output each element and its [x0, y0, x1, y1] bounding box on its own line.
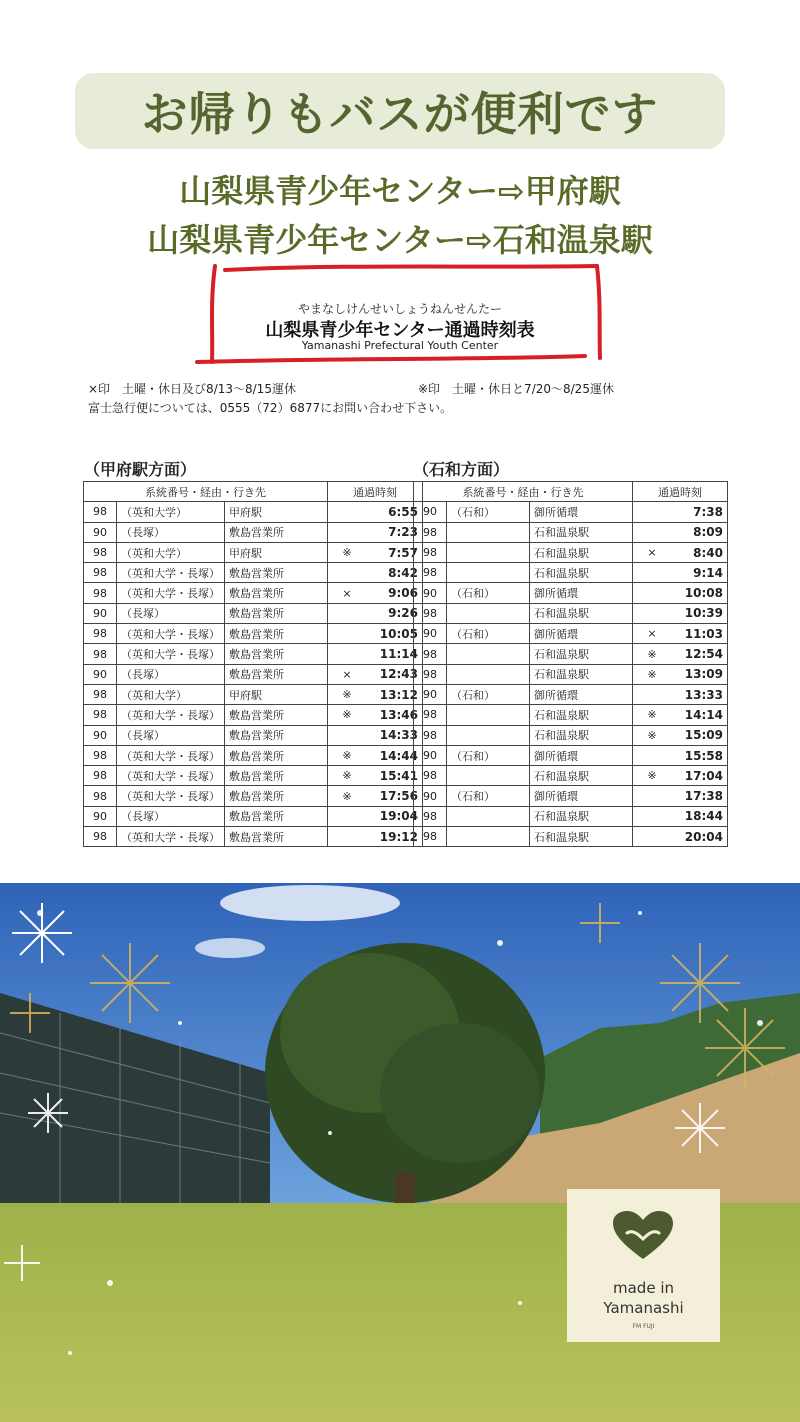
service-mark: ※	[328, 705, 367, 725]
departure-time: 10:39	[671, 603, 728, 623]
route-via	[447, 522, 530, 542]
route-via: （長塚）	[117, 603, 225, 623]
departure-time: 15:58	[671, 745, 728, 765]
title-kana: やまなしけんせいしょうねんせんたー	[297, 302, 502, 316]
table-row	[414, 684, 728, 704]
route-line-isawa: 山梨県青少年センター⇨石和温泉駅	[147, 221, 653, 259]
service-mark	[328, 725, 367, 745]
route-destination: 御所循環	[530, 583, 633, 603]
table-row	[414, 806, 728, 826]
route-via	[447, 725, 530, 745]
table-row	[414, 725, 728, 745]
route-via: （石和）	[447, 502, 530, 522]
route-via	[447, 806, 530, 826]
route-number: 90	[84, 806, 117, 826]
route-via: （英和大学・長塚）	[117, 766, 225, 786]
route-number: 90	[414, 745, 447, 765]
service-mark: ※	[633, 664, 672, 684]
route-number: 90	[414, 502, 447, 522]
table-row	[414, 644, 728, 664]
service-mark	[328, 624, 367, 644]
service-mark	[633, 522, 672, 542]
isawa-timetable	[413, 481, 728, 847]
note-kome-mark: ※印 土曜・休日と7/20～8/25運休	[418, 382, 614, 396]
table-row	[84, 583, 423, 603]
departure-time: 17:04	[671, 766, 728, 786]
service-mark: ※	[633, 725, 672, 745]
route-destination: 敷島営業所	[225, 806, 328, 826]
route-destination: 敷島営業所	[225, 827, 328, 847]
departure-time: 13:09	[671, 664, 728, 684]
route-number: 98	[414, 827, 447, 847]
table-row	[414, 664, 728, 684]
route-via: （英和大学）	[117, 502, 225, 522]
service-mark	[328, 502, 367, 522]
table-row	[414, 745, 728, 765]
table-row	[84, 624, 423, 644]
table-row	[84, 502, 423, 522]
route-number: 98	[414, 603, 447, 623]
route-number: 90	[414, 583, 447, 603]
service-mark: ※	[328, 766, 367, 786]
service-mark	[328, 603, 367, 623]
route-via: （英和大学・長塚）	[117, 644, 225, 664]
departure-time: 14:33	[366, 725, 423, 745]
route-destination: 敷島営業所	[225, 522, 328, 542]
table-row	[414, 502, 728, 522]
departure-time: 8:09	[671, 522, 728, 542]
departure-time: 12:54	[671, 644, 728, 664]
route-destination: 石和温泉駅	[530, 542, 633, 562]
route-destination: 石和温泉駅	[530, 644, 633, 664]
route-number: 90	[414, 624, 447, 644]
table-row	[84, 542, 423, 562]
route-via	[447, 705, 530, 725]
departure-time: 9:14	[671, 563, 728, 583]
service-mark: ※	[328, 745, 367, 765]
service-mark	[328, 644, 367, 664]
kofu-timetable	[83, 481, 423, 847]
table-row	[84, 725, 423, 745]
service-mark	[633, 786, 672, 806]
departure-time: 7:23	[366, 522, 423, 542]
route-destination: 石和温泉駅	[530, 603, 633, 623]
logo-line-fm-fuji: FM FUJI	[632, 1323, 655, 1330]
table-row	[84, 563, 423, 583]
route-via: （石和）	[447, 745, 530, 765]
made-in-yamanashi-logo	[567, 1189, 720, 1342]
kofu-heading: （甲府駅方面）	[84, 460, 197, 479]
route-via: （英和大学・長塚）	[117, 624, 225, 644]
service-mark	[633, 502, 672, 522]
service-mark	[328, 827, 367, 847]
route-destination: 石和温泉駅	[530, 563, 633, 583]
departure-time: 19:12	[366, 827, 423, 847]
route-destination: 甲府駅	[225, 502, 328, 522]
departure-time: 13:46	[366, 705, 423, 725]
route-destination: 御所循環	[530, 502, 633, 522]
table-row	[414, 705, 728, 725]
route-via: （長塚）	[117, 806, 225, 826]
departure-time: 11:14	[366, 644, 423, 664]
table-row	[84, 745, 423, 765]
table-row	[414, 522, 728, 542]
departure-time: 12:43	[366, 664, 423, 684]
route-destination: 御所循環	[530, 745, 633, 765]
table-row	[414, 563, 728, 583]
route-number: 90	[414, 684, 447, 704]
route-via: （英和大学）	[117, 684, 225, 704]
route-number: 90	[84, 603, 117, 623]
route-destination: 敷島営業所	[225, 583, 328, 603]
route-destination: 甲府駅	[225, 542, 328, 562]
route-number: 98	[84, 583, 117, 603]
route-number: 98	[414, 664, 447, 684]
table-row	[84, 684, 423, 704]
route-via: （石和）	[447, 583, 530, 603]
service-mark: ×	[328, 583, 367, 603]
route-destination: 石和温泉駅	[530, 725, 633, 745]
headline-text: お帰りもバスが便利です	[141, 87, 659, 141]
table-row	[84, 806, 423, 826]
table-row	[84, 644, 423, 664]
table-row	[84, 705, 423, 725]
route-number: 90	[84, 725, 117, 745]
table-row	[84, 603, 423, 623]
route-destination: 敷島営業所	[225, 745, 328, 765]
col-route-header: 系統番号・経由・行き先	[84, 482, 328, 502]
note-x-mark: ×印 土曜・休日及び8/13～8/15運休	[88, 382, 296, 396]
table-row	[84, 786, 423, 806]
route-destination: 敷島営業所	[225, 705, 328, 725]
table-row	[414, 766, 728, 786]
route-via	[447, 644, 530, 664]
departure-time: 7:57	[366, 542, 423, 562]
service-mark: ※	[328, 786, 367, 806]
service-mark	[328, 806, 367, 826]
service-mark	[633, 684, 672, 704]
route-number: 98	[414, 806, 447, 826]
departure-time: 8:40	[671, 542, 728, 562]
col-time-header: 通過時刻	[328, 482, 423, 502]
headline-banner	[75, 73, 725, 149]
departure-time: 17:56	[366, 786, 423, 806]
departure-time: 15:41	[366, 766, 423, 786]
route-via	[447, 664, 530, 684]
route-via: （英和大学・長塚）	[117, 705, 225, 725]
route-via	[447, 542, 530, 562]
service-mark: ×	[633, 624, 672, 644]
route-number: 98	[84, 542, 117, 562]
departure-time: 10:05	[366, 624, 423, 644]
route-destination: 御所循環	[530, 624, 633, 644]
route-number: 98	[84, 624, 117, 644]
service-mark: ※	[328, 542, 367, 562]
notes	[88, 380, 452, 418]
service-mark	[633, 827, 672, 847]
note-contact: 富士急行便については、0555（72）6877にお問い合わせ下さい。	[88, 401, 453, 415]
route-number: 98	[84, 644, 117, 664]
route-destination: 石和温泉駅	[530, 766, 633, 786]
table-row	[84, 766, 423, 786]
departure-time: 6:55	[366, 502, 423, 522]
table-header-row	[414, 482, 728, 502]
route-number: 98	[84, 705, 117, 725]
departure-time: 15:09	[671, 725, 728, 745]
departure-time: 17:38	[671, 786, 728, 806]
route-destination: 敷島営業所	[225, 603, 328, 623]
logo-line-yamanashi: Yamanashi	[603, 1299, 684, 1317]
route-destination: 石和温泉駅	[530, 705, 633, 725]
table-row	[414, 786, 728, 806]
route-destination: 敷島営業所	[225, 644, 328, 664]
departure-time: 13:12	[366, 684, 423, 704]
departure-time: 18:44	[671, 806, 728, 826]
route-via: （英和大学・長塚）	[117, 563, 225, 583]
departure-time: 10:08	[671, 583, 728, 603]
route-destination: 敷島営業所	[225, 766, 328, 786]
table-row	[84, 664, 423, 684]
route-line-kofu: 山梨県青少年センター⇨甲府駅	[179, 172, 621, 210]
route-via: （英和大学・長塚）	[117, 745, 225, 765]
route-via: （長塚）	[117, 522, 225, 542]
route-number: 98	[414, 563, 447, 583]
table-row	[84, 827, 423, 847]
isawa-heading: （石和方面）	[413, 460, 510, 479]
service-mark: ※	[328, 684, 367, 704]
route-via: （英和大学・長塚）	[117, 583, 225, 603]
route-via: （英和大学・長塚）	[117, 827, 225, 847]
route-destination: 石和温泉駅	[530, 664, 633, 684]
route-destination: 石和温泉駅	[530, 806, 633, 826]
route-number: 98	[414, 766, 447, 786]
route-number: 98	[84, 563, 117, 583]
route-via	[447, 766, 530, 786]
route-number: 98	[84, 786, 117, 806]
route-via: （長塚）	[117, 725, 225, 745]
timetable-title-card	[195, 262, 605, 372]
service-mark: ×	[328, 664, 367, 684]
route-via: （石和）	[447, 786, 530, 806]
table-header-row	[84, 482, 423, 502]
route-destination: 石和温泉駅	[530, 522, 633, 542]
departure-time: 14:44	[366, 745, 423, 765]
route-destination: 甲府駅	[225, 684, 328, 704]
snowflake-icon	[12, 903, 72, 963]
route-destination: 御所循環	[530, 684, 633, 704]
route-destination: 石和温泉駅	[530, 827, 633, 847]
route-number: 98	[414, 705, 447, 725]
service-mark: ※	[633, 644, 672, 664]
route-via	[447, 603, 530, 623]
logo-line-made-in: made in	[613, 1279, 674, 1297]
departure-time: 13:33	[671, 684, 728, 704]
service-mark	[328, 563, 367, 583]
departure-time: 19:04	[366, 806, 423, 826]
departure-time: 9:06	[366, 583, 423, 603]
route-number: 98	[414, 644, 447, 664]
table-row	[414, 583, 728, 603]
departure-time: 7:38	[671, 502, 728, 522]
route-number: 90	[84, 664, 117, 684]
service-mark	[633, 603, 672, 623]
route-via: （石和）	[447, 684, 530, 704]
col-route-header: 系統番号・経由・行き先	[414, 482, 633, 502]
route-destination: 御所循環	[530, 786, 633, 806]
service-mark	[633, 745, 672, 765]
departure-time: 8:42	[366, 563, 423, 583]
route-number: 98	[84, 745, 117, 765]
service-mark	[633, 806, 672, 826]
route-via: （英和大学）	[117, 542, 225, 562]
service-mark	[328, 522, 367, 542]
heart-hands-icon	[613, 1211, 673, 1261]
route-number: 98	[414, 725, 447, 745]
route-via	[447, 563, 530, 583]
route-destination: 敷島営業所	[225, 563, 328, 583]
table-row	[414, 542, 728, 562]
route-number: 98	[84, 502, 117, 522]
route-destination: 敷島営業所	[225, 664, 328, 684]
route-number: 98	[84, 766, 117, 786]
title-english: Yamanashi Prefectural Youth Center	[301, 339, 499, 352]
route-number: 98	[414, 542, 447, 562]
departure-time: 9:26	[366, 603, 423, 623]
service-mark: ※	[633, 766, 672, 786]
table-row	[414, 827, 728, 847]
route-number: 98	[414, 522, 447, 542]
table-row	[414, 603, 728, 623]
col-time-header: 通過時刻	[633, 482, 728, 502]
table-row	[414, 624, 728, 644]
table-row	[84, 522, 423, 542]
route-destination: 敷島営業所	[225, 786, 328, 806]
route-via	[447, 827, 530, 847]
route-via: （長塚）	[117, 664, 225, 684]
route-number: 90	[84, 522, 117, 542]
departure-time: 20:04	[671, 827, 728, 847]
route-via: （石和）	[447, 624, 530, 644]
route-number: 98	[84, 827, 117, 847]
departure-time: 14:14	[671, 705, 728, 725]
route-destination: 敷島営業所	[225, 624, 328, 644]
route-via: （英和大学・長塚）	[117, 786, 225, 806]
service-mark: ※	[633, 705, 672, 725]
route-destination: 敷島営業所	[225, 725, 328, 745]
route-number: 98	[84, 684, 117, 704]
route-number: 90	[414, 786, 447, 806]
service-mark	[633, 563, 672, 583]
service-mark	[633, 583, 672, 603]
title-main: 山梨県青少年センター通過時刻表	[265, 320, 535, 341]
service-mark: ×	[633, 542, 672, 562]
departure-time: 11:03	[671, 624, 728, 644]
